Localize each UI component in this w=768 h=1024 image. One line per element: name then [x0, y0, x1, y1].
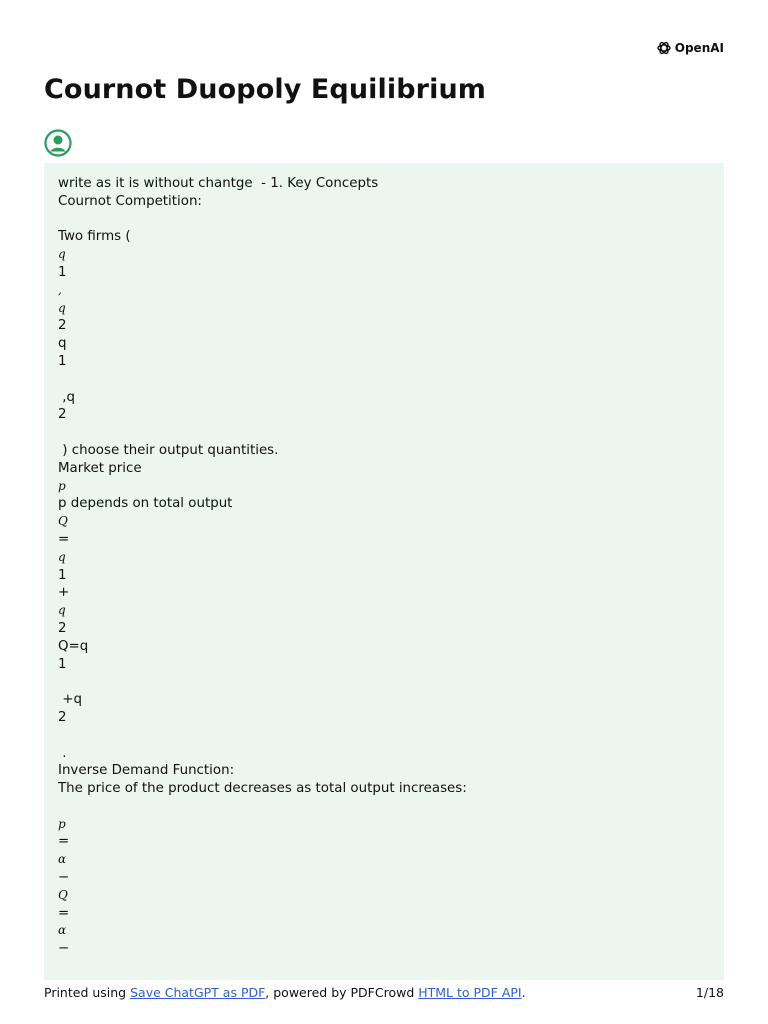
text-line: Cournot Competition:	[58, 193, 202, 209]
text-line: 2	[58, 620, 67, 636]
text-line: write as it is without chantge - 1. Key Concepts	[58, 176, 379, 191]
text-line: +q	[58, 692, 82, 708]
text-line: 1	[58, 264, 67, 280]
math-symbol-line: q	[58, 549, 66, 564]
math-symbol-line: ,	[58, 282, 62, 297]
text-line: ,q	[58, 389, 76, 405]
math-symbol-line: q	[58, 247, 66, 262]
math-symbol-line: Q	[58, 514, 68, 529]
text-line: .	[58, 745, 67, 761]
math-symbol-line: q	[58, 300, 66, 315]
text-line: Q=q	[58, 638, 89, 654]
text-line: Two firms (	[58, 229, 131, 245]
text-line: +	[58, 585, 70, 601]
footer-credit	[44, 985, 526, 1000]
text-line: =	[58, 531, 70, 547]
footer-prefix: Printed using	[44, 985, 131, 1000]
text-line: q	[58, 336, 67, 352]
math-symbol-line: p	[58, 816, 66, 831]
text-line: 1	[58, 353, 67, 369]
text-line: =	[58, 905, 70, 921]
text-line: p depends on total output	[58, 496, 233, 512]
text-line: 2	[58, 318, 67, 334]
math-symbol-line: Q	[58, 887, 68, 902]
openai-brand	[656, 40, 724, 56]
text-line	[58, 673, 710, 691]
brand-name: OpenAI	[674, 41, 724, 55]
message-text	[58, 175, 710, 958]
save-chatgpt-as-pdf-link[interactable]: Save ChatGPT as PDF	[130, 985, 266, 1000]
text-line: 2	[58, 709, 67, 725]
text-line	[58, 798, 710, 816]
openai-logo-icon	[656, 40, 672, 56]
text-line	[58, 424, 710, 442]
text-line: ) choose their output quantities.	[58, 442, 279, 458]
text-line: Market price	[58, 460, 142, 476]
math-symbol-line: α	[58, 923, 67, 938]
user-message-bubble	[44, 163, 724, 980]
math-symbol-line: α	[58, 852, 67, 867]
user-avatar-icon	[44, 129, 72, 157]
text-line: 2	[58, 407, 67, 423]
footer-suffix: .	[521, 985, 526, 1000]
text-line: 1	[58, 567, 67, 583]
footer-middle: , powered by PDFCrowd	[265, 985, 419, 1000]
math-symbol-line: q	[58, 603, 66, 618]
text-line: −	[58, 941, 70, 957]
html-to-pdf-api-link[interactable]: HTML to PDF API	[418, 985, 522, 1000]
math-symbol-line: p	[58, 478, 66, 493]
page-title: Cournot Duopoly Equilibrium	[44, 74, 487, 105]
page-number: 1/18	[695, 985, 724, 1000]
text-line: Inverse Demand Function:	[58, 763, 235, 779]
text-line	[58, 727, 710, 745]
text-line: The price of the product decreases as total output increases:	[58, 781, 467, 797]
page-footer	[44, 985, 724, 1000]
text-line	[58, 211, 710, 229]
text-line: −	[58, 870, 70, 886]
text-line	[58, 371, 710, 389]
text-line: 1	[58, 656, 67, 672]
text-line: =	[58, 834, 70, 850]
